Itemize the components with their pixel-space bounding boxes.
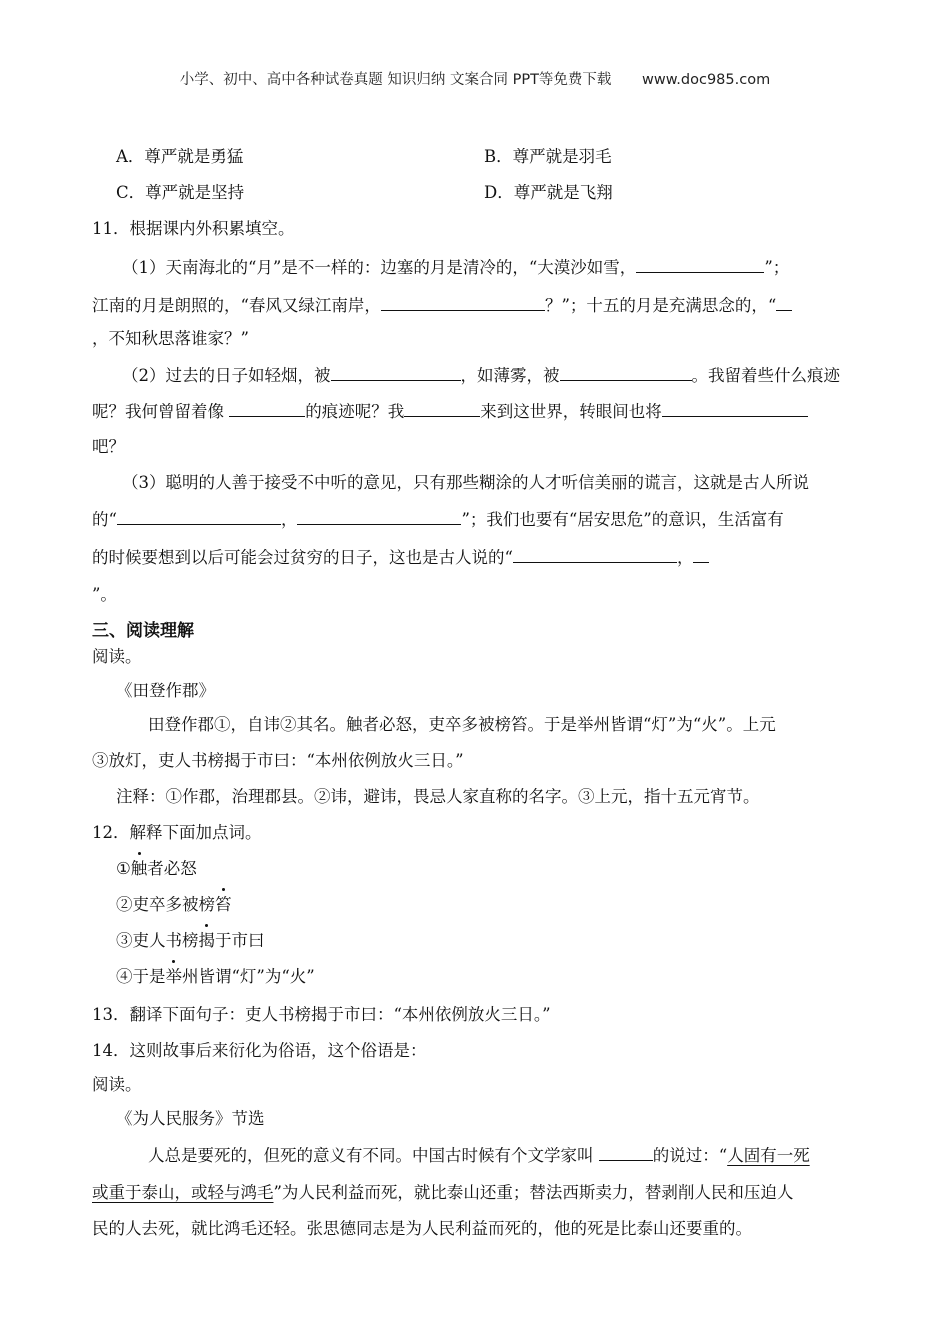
- q11-p1-text: （1）天南海北的“月”是不一样的：边塞的月是清冷的，“大漠沙如雪，: [122, 258, 637, 277]
- q12-item-text: 州皆谓“灯”为“火”: [182, 967, 315, 986]
- q11-p2-line3: 吧？: [92, 437, 125, 456]
- passage2-line3: 民的人去死，就比鸿毛还轻。张思德同志是为人民利益而死的，他的死是比泰山还要重的。: [92, 1219, 752, 1238]
- dotted-word: 揭: [198, 931, 215, 950]
- q12-item-text: 于市曰: [215, 931, 265, 950]
- answer-blank[interactable]: [693, 546, 709, 563]
- q11-p2-text2-c: 来到这世界，转眼间也将: [480, 402, 662, 421]
- q11-p3-text2-c: ”；我们也要有“居安思危”的意识，生活富有: [461, 510, 784, 529]
- q11-p3-text3-b: ，: [676, 548, 694, 567]
- q11-p3-text2-b: ，: [280, 510, 298, 529]
- q12-item-text: 者必怒: [147, 859, 197, 878]
- q11-p2-line2: [92, 400, 808, 423]
- q11-p1-line2: [92, 294, 792, 317]
- passage1-line1: 田登作郡①，自讳②其名。触者必怒，吏卒多被榜笞。于是举州皆谓“灯”为“火”。上元: [148, 715, 776, 734]
- q14-stem: 14．这则故事后来衍化为俗语，这个俗语是：: [92, 1041, 427, 1060]
- q12-item-text: ②吏卒多被榜: [116, 895, 215, 914]
- q12-item-text: ①: [116, 859, 131, 878]
- underlined-quote: 人固有一死: [727, 1146, 810, 1165]
- answer-blank[interactable]: [636, 256, 764, 273]
- q11-p3-text2: 的“: [92, 510, 117, 529]
- q11-p1-line3: ，不知秋思落谁家？”: [92, 329, 249, 348]
- answer-blank[interactable]: [776, 294, 792, 311]
- answer-blank[interactable]: [297, 508, 461, 525]
- q11-p1-line1: [122, 256, 789, 279]
- dotted-word: 举: [165, 967, 182, 986]
- passage2-text-2: ”为人民利益而死，就比泰山还重；替法西斯卖力，替剥削人民和压迫人: [273, 1183, 794, 1202]
- q11-p2-text-c: 。我留着些什么痕迹: [691, 366, 840, 385]
- q11-p2-text: （2）过去的日子如轻烟，被: [122, 366, 331, 385]
- section-title: 三、阅读理解: [92, 621, 194, 641]
- option-a: A．尊严就是勇猛: [116, 147, 244, 166]
- answer-blank[interactable]: [599, 1144, 653, 1161]
- q11-p1-text2-end: ？”；十五的月是充满思念的，“: [544, 296, 777, 315]
- q12-item-3: [116, 930, 265, 952]
- q11-p2-text2: 呢？我何曾留着像: [92, 402, 230, 421]
- q12-item-1: [116, 858, 197, 880]
- answer-blank[interactable]: [662, 400, 808, 417]
- option-c: C．尊严就是坚持: [116, 183, 245, 202]
- q12-item-4: [116, 966, 315, 988]
- underlined-quote: 或重于泰山，或轻与鸿毛: [92, 1183, 274, 1202]
- passage1-title: 《田登作郡》: [116, 681, 215, 700]
- q12-item-text: ④于是: [116, 967, 166, 986]
- q11-p1-text2: 江南的月是朗照的，“春风又绿江南岸，: [92, 296, 381, 315]
- answer-blank[interactable]: [381, 294, 545, 311]
- q11-p1-text-end: ”；: [764, 258, 790, 277]
- q11-p3-line1: （3）聪明的人善于接受不中听的意见，只有那些糊涂的人才听信美丽的谎言，这就是古人所说: [122, 473, 809, 492]
- answer-blank[interactable]: [560, 364, 692, 381]
- read-instruction-1: 阅读。: [92, 647, 142, 666]
- dotted-word: 笞: [215, 895, 232, 914]
- q11-p3-line2: [92, 508, 784, 531]
- answer-blank[interactable]: [513, 546, 677, 563]
- q13-stem: 13．翻译下面句子：吏人书榜揭于市曰：“本州依例放火三日。”: [92, 1005, 551, 1024]
- option-b: B．尊严就是羽毛: [484, 147, 612, 166]
- q11-p2-line1: [122, 364, 840, 387]
- header-text: 小学、初中、高中各种试卷真题 知识归纳 文案合同 PPT等免费下载: [179, 72, 612, 88]
- passage2-line2: [92, 1182, 793, 1204]
- q12-stem: 12．解释下面加点词。: [92, 823, 262, 842]
- passage1-line2: ③放灯，吏人书榜揭于市曰：“本州依例放火三日。”: [92, 751, 464, 770]
- answer-blank[interactable]: [229, 400, 305, 417]
- answer-blank[interactable]: [331, 364, 461, 381]
- q11-p3-text3: 的时候要想到以后可能会过贫穷的日子，这也是古人说的“: [92, 548, 513, 567]
- passage1-note: 注释：①作郡，治理郡县。②讳，避讳，畏忌人家直称的名字。③上元，指十五元宵节。: [116, 787, 760, 806]
- q11-p3-line3: [92, 546, 709, 569]
- passage2-text: 人总是要死的，但死的意义有不同。中国古时候有个文学家叫: [148, 1146, 599, 1165]
- q11-p3-line4: ”。: [92, 585, 117, 604]
- q12-item-2: [116, 894, 232, 916]
- dotted-word: 触: [130, 859, 148, 878]
- read-instruction-2: 阅读。: [92, 1075, 142, 1094]
- q12-item-text: ③吏人书榜: [116, 931, 199, 950]
- option-d: D．尊严就是飞翔: [484, 183, 613, 202]
- page-header: [0, 68, 950, 89]
- answer-blank[interactable]: [117, 508, 281, 525]
- q11-stem: 11．根据课内外积累填空。: [92, 219, 295, 238]
- q11-p2-text2-b: 的痕迹呢？我: [305, 402, 405, 421]
- q11-p2-text-b: ，如薄雾，被: [460, 366, 560, 385]
- passage2-title: 《为人民服务》节选: [116, 1109, 265, 1128]
- answer-blank[interactable]: [404, 400, 480, 417]
- passage2-text-b: 的说过：“: [652, 1146, 728, 1165]
- passage2-line1: [148, 1144, 810, 1167]
- header-url[interactable]: www.doc985.com: [642, 72, 771, 88]
